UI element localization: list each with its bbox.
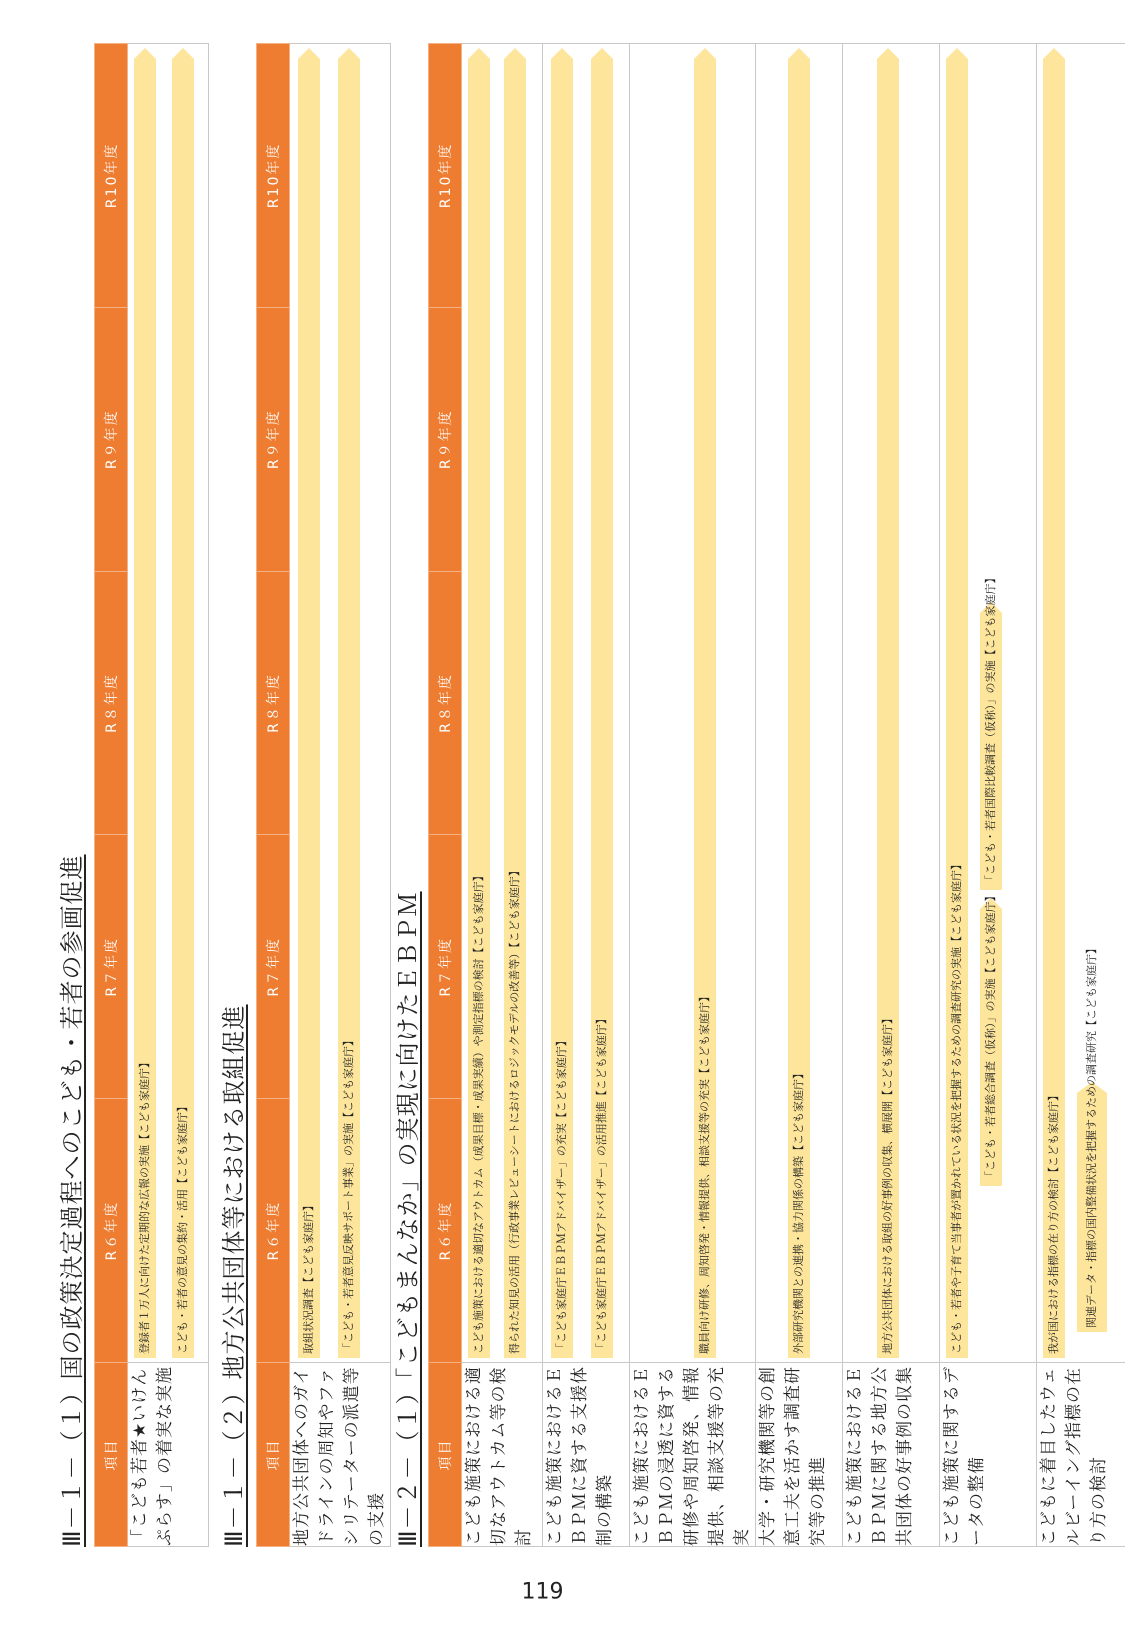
- bar-label: 関連データ・指標の国内整備状況を把握するための調査研究【こども家庭庁】: [1085, 943, 1098, 1328]
- header-r9: R９年度: [95, 307, 128, 571]
- bar-label: 「こども・若者意見反映サポート事業」の実施【こども家庭庁】: [342, 1035, 355, 1354]
- header-r6: R６年度: [257, 1099, 290, 1363]
- page-number: 119: [521, 1579, 564, 1605]
- header-r6: R６年度: [95, 1099, 128, 1363]
- row-label: 大学・研究機関等の創意工夫を活かす調査研究等の推進: [756, 1363, 843, 1547]
- table-row: [128, 44, 209, 1547]
- header-row: [95, 44, 128, 1547]
- row-bars: [756, 44, 843, 1363]
- header-r8: R８年度: [429, 571, 462, 835]
- header-r7: R７年度: [95, 835, 128, 1099]
- bar-label: こども・若者や子育て当事者が置かれている状況を把握するための調査研究の実施【こども家庭庁】: [950, 859, 963, 1354]
- header-item: 項目: [429, 1363, 462, 1547]
- header-r9: R９年度: [429, 307, 462, 571]
- header-r7: R７年度: [429, 835, 462, 1099]
- bar-label: こども施策における適切なアウトカム（成果目標・成果実績）や測定指標の検討【こども家庭庁】: [472, 870, 485, 1354]
- row-label: こども施策におけるＥＢＰＭに関する地方公共団体の好事例の収集: [843, 1363, 940, 1547]
- row-label: 「こども若者★いけんぷらす」の着実な実施: [128, 1363, 209, 1547]
- header-item: 項目: [95, 1363, 128, 1547]
- table-row: [1037, 44, 1125, 1547]
- bar-label: 「こども家庭庁ＥＢＰＭアドバイザー」の充実【こども家庭庁】: [555, 1035, 568, 1354]
- header-r6: R６年度: [429, 1099, 462, 1363]
- bar-label: 「こども・若者総合調査（仮称）」の実施【こども家庭庁】: [984, 890, 997, 1182]
- header-r10: R10年度: [429, 44, 462, 308]
- section-2-title: Ⅲ－１－（２）地方公共団体等における取組促進: [220, 1004, 248, 1547]
- row-bars: [1037, 44, 1125, 1363]
- row-bars: [630, 44, 756, 1363]
- table-row: [290, 44, 391, 1547]
- row-label: こどもに着目したウェルビーイング指標の在り方の検討: [1037, 1363, 1125, 1547]
- bar-label: 地方公共団体における取組の好事例の収集、横展開【こども家庭庁】: [881, 1013, 894, 1354]
- bar-label: こども・若者の意見の集約・活用【こども家庭庁】: [176, 1101, 189, 1354]
- section-2-table: [256, 43, 391, 1547]
- bar-label: 登録者１万人に向けた定期的な広報の実施【こども家庭庁】: [138, 1057, 151, 1354]
- bar-label: 外部研究機関との連携・協力関係の構築【こども家庭庁】: [792, 1068, 805, 1354]
- bar-label: 取組状況調査【こども家庭庁】: [302, 1200, 315, 1354]
- bar-label: 職員向け研修、周知啓発・情報提供、相談支援等の充実【こども家庭庁】: [698, 991, 711, 1354]
- timeline-bar: [298, 48, 320, 1358]
- section-3-table: [428, 43, 1125, 1547]
- table-row: [462, 44, 543, 1547]
- section-1-table: [94, 43, 209, 1547]
- row-label: こども施策に関するデータの整備: [940, 1363, 1037, 1547]
- header-r10: R10年度: [257, 44, 290, 308]
- row-bars: [290, 44, 391, 1363]
- header-row: [257, 44, 290, 1547]
- bar-label: 「こども・若者国際比較調査（仮称）」の実施【こども家庭庁】: [984, 572, 997, 886]
- bar-label: 得られた知見の活用（行政事業レビューシートにおけるロジックモデルの改善等）【こども家庭庁】: [508, 865, 521, 1354]
- row-label: こども施策におけるＥＢＰＭの浸透に資する研修や周知啓発、情報提供、相談支援等の充実: [630, 1363, 756, 1547]
- table-row: [843, 44, 940, 1547]
- header-item: 項目: [257, 1363, 290, 1547]
- header-row: [429, 44, 462, 1547]
- table-row: [756, 44, 843, 1547]
- header-r7: R７年度: [257, 835, 290, 1099]
- row-bars: [462, 44, 543, 1363]
- header-r10: R10年度: [95, 44, 128, 308]
- row-label: こども施策における適切なアウトカム等の検討: [462, 1363, 543, 1547]
- section-1-title: Ⅲ－１－（１）国の政策決定過程へのこども・若者の参画促進: [58, 854, 86, 1547]
- row-bars: [843, 44, 940, 1363]
- header-r9: R９年度: [257, 307, 290, 571]
- table-row: [543, 44, 630, 1547]
- bar-label: 我が国における指標の在り方の検討【こども家庭庁】: [1047, 1090, 1060, 1354]
- row-bars: [128, 44, 209, 1363]
- header-r8: R８年度: [95, 571, 128, 835]
- row-label: こども施策におけるＥＢＰＭに資する支援体制の構築: [543, 1363, 630, 1547]
- table-row: [940, 44, 1037, 1547]
- row-bars: [940, 44, 1037, 1363]
- table-row: [630, 44, 756, 1547]
- bar-label: 「こども家庭庁ＥＢＰＭアドバイザー」の活用推進【こども家庭庁】: [595, 1013, 608, 1354]
- row-bars: [543, 44, 630, 1363]
- section-3-title: Ⅲ－２－（１）「こどもまんなか」の実現に向けたＥＢＰＭ: [394, 891, 422, 1547]
- row-label: 地方公共団体へのガイドラインの周知やファシリテーターの派遣等の支援: [290, 1363, 391, 1547]
- header-r8: R８年度: [257, 571, 290, 835]
